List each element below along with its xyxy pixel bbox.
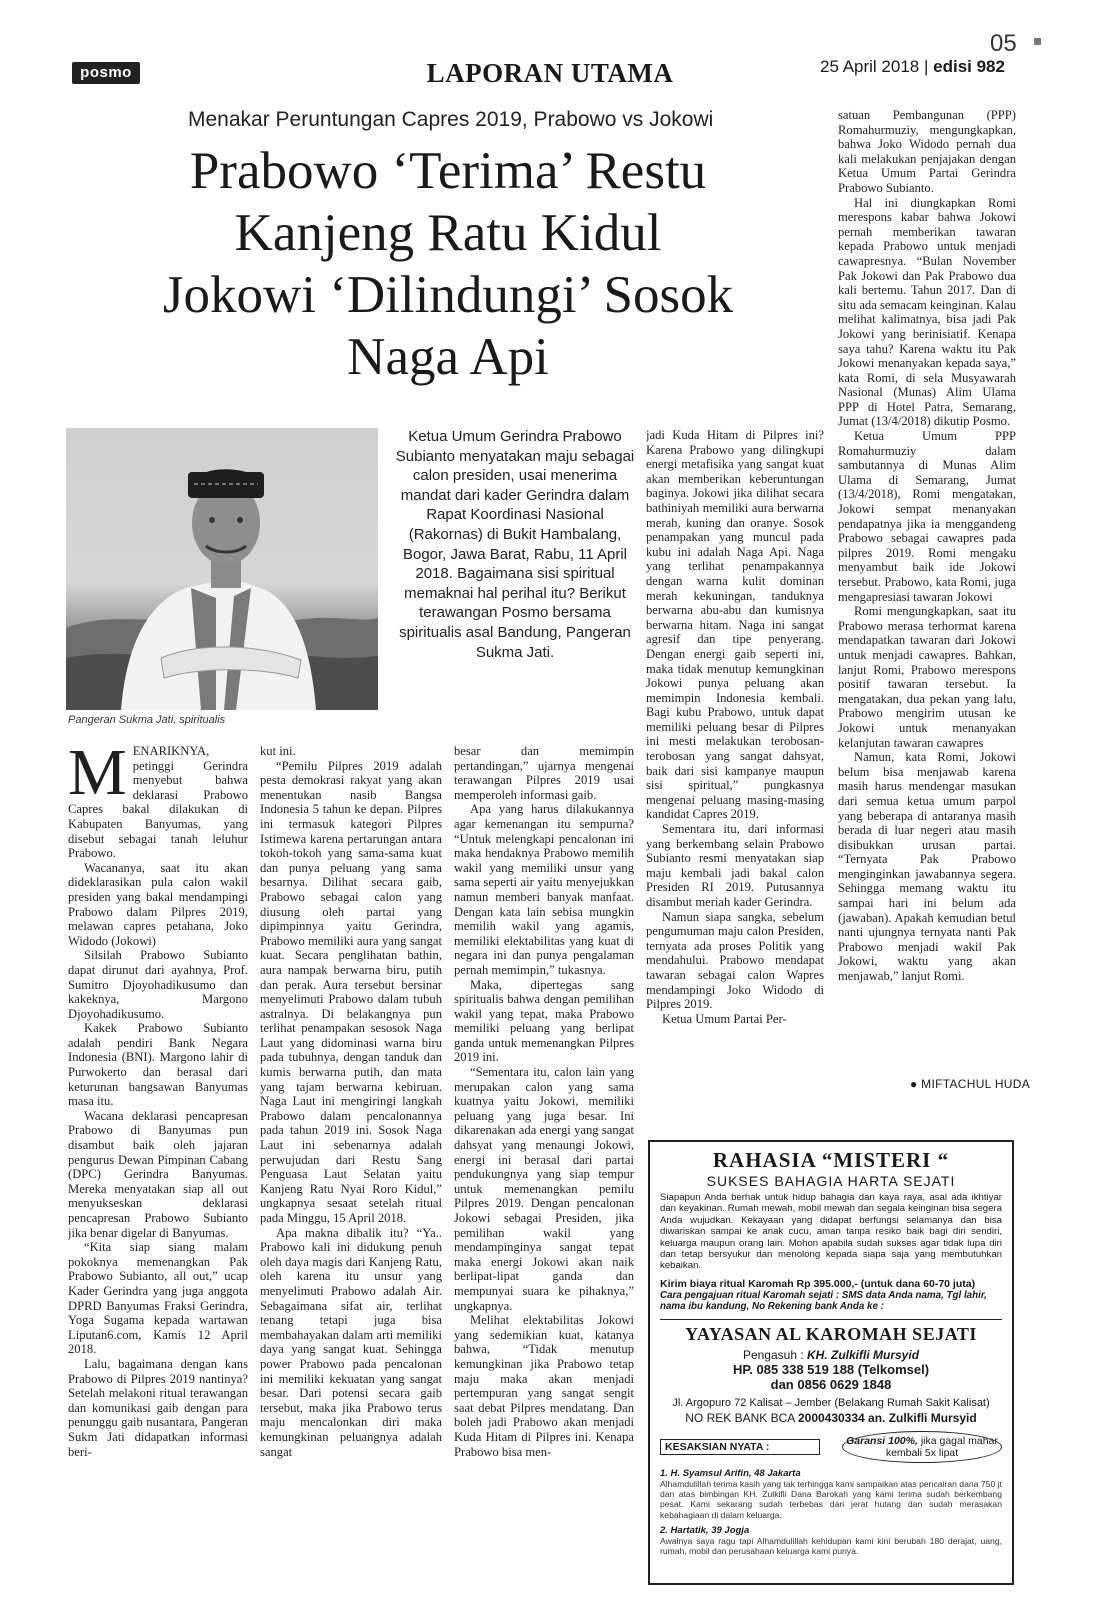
issue-date: 25 April 2018	[820, 57, 920, 76]
page-number-mark	[1034, 38, 1041, 45]
spiritualist-photo	[66, 428, 378, 710]
paragraph: Silsilah Prabowo Subianto dapat dirunut dari ayahnya, Prof. Sumitro Djoyohadikusumo dan kakeknya, Margono Djoyohadikusumo.	[68, 948, 248, 1021]
ad-fee: Kirim biaya ritual Karomah Rp 395.000,- (untuk dana 60-70 juta)	[660, 1277, 976, 1290]
article-kicker: Menakar Peruntungan Capres 2019, Prabowo vs Jokowi	[188, 108, 714, 131]
paragraph: Lalu, bagaimana dengan kans Prabowo di Pilpres 2019 nantinya? Setelah melakoni ritual terawangan dan komunikasi gaib dengan para penunggu gaib nusantara, Pangeran Sukm Jati didapatkan informasi beri-	[68, 1356, 248, 1459]
ad-testimony-label: KESAKSIAN NYATA :	[660, 1439, 820, 1455]
article-column-4	[646, 428, 824, 1088]
paragraph: Ketua Umum Partai Per-	[662, 1011, 787, 1026]
paragraph: besar dan memimpin pertandingan,” ujarnya mengenai terawangan Pilpres 2019 usai memperoleh informasi gaib.	[454, 744, 634, 802]
paragraph: jadi Kuda Hitam di Pilpres ini? Karena Prabowo yang dilingkupi energi metafisika yang sangat kuat akan memberikan keberuntungan baginya. Jokowi jika dilihat secara bathiniyah memiliki aura berwarna merah, kuning dan oranye. Sosok penampakan yang muncul pada kubu ini adalah Naga Api. Naga yang terlihat penampakannya dengan warna kulit dominan merah kekuningan, tanduknya berwarna abu-abu dan kumisnya berwarna hitam. Naga ini sangat agresif dan tipe penyerang. Dengan energi gaib seperti ini, maka tidak menutup kemungkinan Jokowi punya peluang akan memimpin Indonesia kembali. Bagi kubu Prabowo, untuk dapat memiliki peluang besar di Pilpres ini mesti melakukan terobosan-terobosan yang sangat dahsyat, baik dari sisi kampanye maupun sisi spiritual,” pungkasnya mengenai peluang masing-masing kandidat Capres 2019.	[646, 428, 824, 822]
ad-testimony-text: Alhamdulillah terima kasih yang tak terhingga kami sampaikan atas pencairan dana 750 jt dan atas bimbingan KH. Zulkifli Dana Barokah yang kami terima sudah berkembang pesat. Kami sekarang sudah terbebas dari jerat hutang dan sudah merasakan kebahagiaan di dalam keluarga.	[660, 1478, 1002, 1520]
ad-guarantee-strong: Garansi 100%,	[846, 1434, 918, 1447]
ad-fee-note: Cara pengajuan ritual Karomah sejati : SMS data Anda nama, Tgl lahir, nama ibu kandung, No Rekening bank Anda ke :	[660, 1289, 987, 1313]
article-column-1	[68, 744, 248, 1584]
ad-caretaker	[660, 1348, 1002, 1362]
paragraph: “Sementara itu, calon lain yang merupakan calon yang sama kuatnya yaitu Jokowi, memiliki peluang yang juga besar. Ini dikarenakan ada energi yang sangat dahsyat yang menaungi Jokowi, energi ini berasal dari partai pendukungnya yang siap tempur untuk memenangkan pemilu Pilpres 2019. Dengan pencalonan Jokowi sebagai Presiden, jika pemilihan wakil yang mendampinginya sangat tepat maka energi Jokowi akan naik berlipat-lipat ganda dan mempunyai suara ke pihaknya,” ungkapnya.	[454, 1065, 634, 1313]
ad-caretaker-name: KH. Zulkifli Mursyid	[807, 1347, 920, 1362]
paragraph: Kakek Prabowo Subianto adalah pendiri Bank Negara Indonesia (BNI). Margono lahir di Purwokerto dan berasal dari keturunan bangsawan Banyumas masa itu.	[68, 1021, 248, 1109]
ad-caretaker-label: Pengasuh :	[742, 1347, 804, 1362]
article-byline: ● MIFTACHUL HUDA	[910, 1077, 1031, 1091]
paragraph: Namun, kata Romi, Jokowi belum bisa menjawab karena masih harus mendengar masukan dari semua ketua umum parpol yang beberapa di antaranya masih berada di luar negeri atau masih disibukkan urusan partai. “Ternyata Pak Prabowo menginginkan jawabannya segera. Sehingga memang waktu itu sampai hari ini belum ada (jawaban). Apakah kemudian betul nanti ujungnya ternyata nanti Pak Prabowo menjadi wakil Pak Jokowi, waktu yang akan menjawab,” lanjut Romi.	[838, 750, 1016, 984]
ad-bank-number: 2000430334 an. Zulkifli Mursyid	[797, 1410, 977, 1425]
photo-illustration	[66, 428, 378, 710]
paragraph: kut ini.	[260, 744, 296, 758]
article-column-3	[454, 744, 634, 1584]
ad-address: Jl. Argopuro 72 Kalisat – Jember (Belakang Rumah Sakit Kalisat)	[672, 1396, 990, 1409]
paragraph: satuan Pembangunan (PPP) Romahurmuziy, mengungkapkan, bahwa Joko Widodo pernah dua kali melakukan penjajakan dengan Ketua Umum Partai Gerindra Prabowo Subianto.	[838, 108, 1016, 195]
ad-subtitle: SUKSES BAHAGIA HARTA SEJATI	[706, 1173, 956, 1189]
paragraph: “Kita siap siang malam pokoknya memenangkan Pak Prabowo Subianto, all out,” ucap Kader Gerindra yang juga anggota DPRD Banyumas Fraksi Gerindra, Yoga Sugama kepada wartawan Liputan6.com, Kamis 12 April 2018.	[68, 1240, 248, 1357]
article-column-5	[838, 108, 1016, 1088]
separator: |	[923, 57, 929, 76]
drop-cap: M	[68, 744, 127, 809]
headline-line: Kanjeng Ratu Kidul	[234, 204, 662, 262]
ad-testimony-name: 1. H. Syamsul Arifin, 48 Jakarta	[660, 1467, 801, 1479]
paragraph: Hal ini diungkapkan Romi merespons kabar bahwa Jokowi pernah memberikan tawaran kepada Prabowo untuk menjadi cawapresnya. “Bulan November Pak Jokowi dan Pak Prabowo dua kali bertemu. Tahun 2017. Dan di situ ada semacam keinginan. Kalau melihat kalimatnya, bisa jadi Pak Jokowi yang berinisiatif. Kenapa saya tahu? Karena waktu itu Pak Jokowi menanyakan kepada saya,” kata Romi, di sela Musyawarah Nasional (Munas) Alim Ulama PPP di Hotel Patra, Semarang, Jumat (13/4/2018) dikutip Posmo.	[838, 195, 1016, 429]
ad-bank-label: NO REK BANK BCA	[685, 1410, 795, 1425]
paragraph: Apa makna dibalik itu? “Ya.. Prabowo kali ini didukung penuh oleh daya magis dari Kanjeng Ratu, oleh karena itu unsur yang menyelimuti Prabowo adalah Air. Sebagaimana sifat air, terlihat tenang tetapi juga bisa membahayakan dalam arti memiliki daya yang sangat kuat. Sehingga power Prabowo pada pencalonan ini memiliki kekuatan yang sangat besar. Dari potensi secara gaib tersebut, maka jika Prabowo terus maju mencalonkan diri maka kemungkinan peluangnya adalah sangat	[260, 1225, 442, 1459]
paragraph: Sementara itu, dari informasi yang berkembang selain Prabowo Subianto resmi menyatakan siap maju kembali jadi bakal calon Presiden RI 2019. Putusannya disambut meriah kader Gerindra.	[646, 822, 824, 909]
ad-intro: Siapapun Anda berhak untuk hidup bahagia dan kaya raya, asal ada ikhtiyar dan keyakinan. Rumah mewah, mobil mewah dan segala keinginan bisa segera Anda wujudkan. Kekayaan yang didapat berfungsi selamanya dan bisa diwariskan sampai ke anak cucu, aman tanpa resiko baik bagi diri sendiri, keluarga maupun orang lain. Mohon apabila sudah sukses agar tidak lupa diri dan tetap bersyukur dan menolong kepada siapa saja yang membutuhkan kebaikan.	[660, 1192, 1002, 1272]
paragraph: Romi mengungkapkan, saat itu Prabowo merasa terhormat karena mendapatkan tawaran dari Jokowi untuk menjadi cawapres. Bahkan, lanjut Romi, Prabowo merespons positif tawaran tersebut. Ia mengatakan, dua pekan yang lalu, Prabowo mengirim utusan ke Jokowi untuk menanyakan kelanjutan tawaran cawapres	[838, 604, 1016, 750]
posmo-logo: posmo	[72, 62, 140, 84]
article-lead: Ketua Umum Gerindra Prabowo Subianto menyatakan maju sebagai calon presiden, usai menerima mandat dari kader Gerindra dalam Rapat Koordinasi Nasional (Rakornas) di Bukit Hambalang, Bogor, Jawa Barat, Rabu, 11 April 2018. Bagaimana sisi spiritual memaknai hal perihal itu? Berikut terawangan Posmo bersama spiritualis asal Bandung, Pangeran Sukma Jati.	[395, 428, 635, 661]
page-number: 05	[990, 30, 1017, 57]
section-title: LAPORAN UTAMA	[426, 58, 674, 88]
ad-title: RAHASIA “MISTERI “	[712, 1148, 950, 1172]
ad-phone-1: HP. 085 338 519 188 (Telkomsel)	[732, 1361, 930, 1377]
headline-line: Prabowo ‘Terima’ Restu	[189, 142, 707, 200]
paragraph: “Pemilu Pilpres 2019 adalah pesta demokrasi rakyat yang akan menentukan nasib Bangsa Indonesia 5 tahun ke depan. Pilpres ini termasuk kategori Pilpres Istimewa karena pertarungan antara tokoh-tokoh yang sama-sama kuat dan punya peluang yang sama besarnya. Dilihat secara gaib, Prabowo sebagai calon yang diusung oleh partai yang dipimpinnya yaitu Gerindra, Prabowo memiliki aura yang sangat kuat. Secara penglihatan bathin, aura nampak berwarna biru, putih dan perak. Aura tersebut bersinar menyelimuti Prabowo dalam tubuh astralnya. Di belakangnya pun terlihat penampakan sesosok Naga Laut yang didominasi warna biru pada tubuhnya, dengan tanduk dan kumis berwarna putih, dan mata yang tajam berwarna kebiruan. Naga Laut ini mengiringi langkah Prabowo dalam pencalonannya pada tahun 2019 ini. Sosok Naga Laut ini sebenarnya adalah perwujudan dari Restu Sang Penguasa Laut Selatan yaitu Kanjeng Ratu Nyai Roro Kidul,” ungkapnya sesaat setelah ritual pada Minggu, 15 April 2018.	[260, 758, 442, 1225]
edition-label: edisi 982	[933, 57, 1005, 76]
ad-bank-account	[660, 1411, 1002, 1425]
headline-line: Jokowi ‘Dilindungi’ Sosok	[162, 266, 734, 324]
ad-divider	[660, 1319, 1002, 1320]
ad-phone-2: dan 0856 0629 1848	[770, 1376, 892, 1392]
paragraph: Melihat elektabilitas Jokowi yang sedemikian kuat, katanya bahwa, “Tidak menutup kemungkinan jika Prabowo tetap maju maka akan menjadi pertempuran yang sangat sengit saat debat Pilpres mendatang. Dan boleh jadi Prabowo akan menjadi Kuda Hitam di Pilpres ini. Kenapa Prabowo bisa men-	[454, 1313, 634, 1459]
paragraph: Namun siapa sangka, sebelum pengumuman maju calon Presiden, ternyata ada proses Politik yang mendahului. Prabowo mendapat tawaran sebagai calon Wapres mendampingi Joko Widodo di Pilpres 2019.	[646, 909, 824, 1012]
advertisement-box	[648, 1140, 1014, 1585]
article-headline	[88, 140, 808, 388]
paragraph: Wacana deklarasi pencapresan Prabowo di Banyumas pun disambut baik oleh jajaran pengurus Dewan Pimpinan Cabang (DPC) Gerindra Banyumas. Mereka menyatakan siap all out menyukseskan deklarasi pencapresan Prabowo Subianto jika benar digelar di Banyumas.	[68, 1108, 248, 1240]
ad-testimony-header	[660, 1431, 1002, 1463]
paragraph: Apa yang harus dilakukannya agar kemenangan itu sempurna? “Untuk melengkapi pencalonan ini maka hendaknya Prabowo memilih wakil yang memiliki unsur yang sama seperti air yaitu menyejukkan namun memberi banyak manfaat. Dengan kata lain sebisa mungkin memilih wakil yang agamis, memiliki elektabilitas yang kuat di negara ini dan punya pengalaman pernah memimpin,” tukasnya.	[454, 802, 634, 977]
photo-caption: Pangeran Sukma Jati, spiritualis	[68, 714, 226, 726]
article-column-2	[260, 744, 442, 1584]
headline-line: Naga Api	[347, 328, 549, 386]
paragraph: MENARIKNYA, petinggi Gerindra menyebut bahwa deklarasi Prabowo Capres bakal dilakukan di Kabupaten Banyumas, yang disebut sebagai tanah leluhur Prabowo.	[68, 744, 248, 861]
ad-guarantee-rest: jika gagal mahar kembali 5x lipat	[885, 1434, 998, 1459]
ad-testimony-text: Awalnya saya ragu tapi Alhamdulillah kehidupan kami kini berubah 180 derajat, uang, rumah, mobil dan perusahaan keluarga kami punya.	[660, 1536, 1002, 1557]
ad-testimony-name: 2. Hartatik, 39 Jogja	[660, 1525, 750, 1537]
ad-foundation-name: YAYASAN AL KAROMAH SEJATI	[685, 1323, 977, 1344]
paragraph: Maka, dipertegas sang spiritualis bahwa dengan pemilihan wakil yang tepat, maka Prabowo memiliki peluang yang berlipat ganda untuk memenangkan Pilpres 2019 ini.	[454, 977, 634, 1065]
date-edition-line	[820, 57, 1005, 77]
paragraph: Ketua Umum PPP Romahurmuziy dalam sambutannya di Munas Alim Ulama di Semarang, Jumat (13/4/2018), Romi mengatakan, Jokowi sempat menanyakan pendapatnya jika ia menggandeng Prabowo sebagai cawapres pada pilpres 2019. Romi mengaku menyambut baik ide Jokowi tersebut. Prabowo, kata Romi, juga mengapresiasi tawaran Jokowi	[838, 429, 1016, 604]
paragraph: Wacananya, saat itu akan dideklarasikan pula calon wakil presiden yang bakal mendampingi Prabowo dalam Pilpres 2019, melawan capres petahana, Joko Widodo (Jokowi)	[68, 860, 248, 948]
ad-guarantee-badge	[842, 1431, 1002, 1463]
